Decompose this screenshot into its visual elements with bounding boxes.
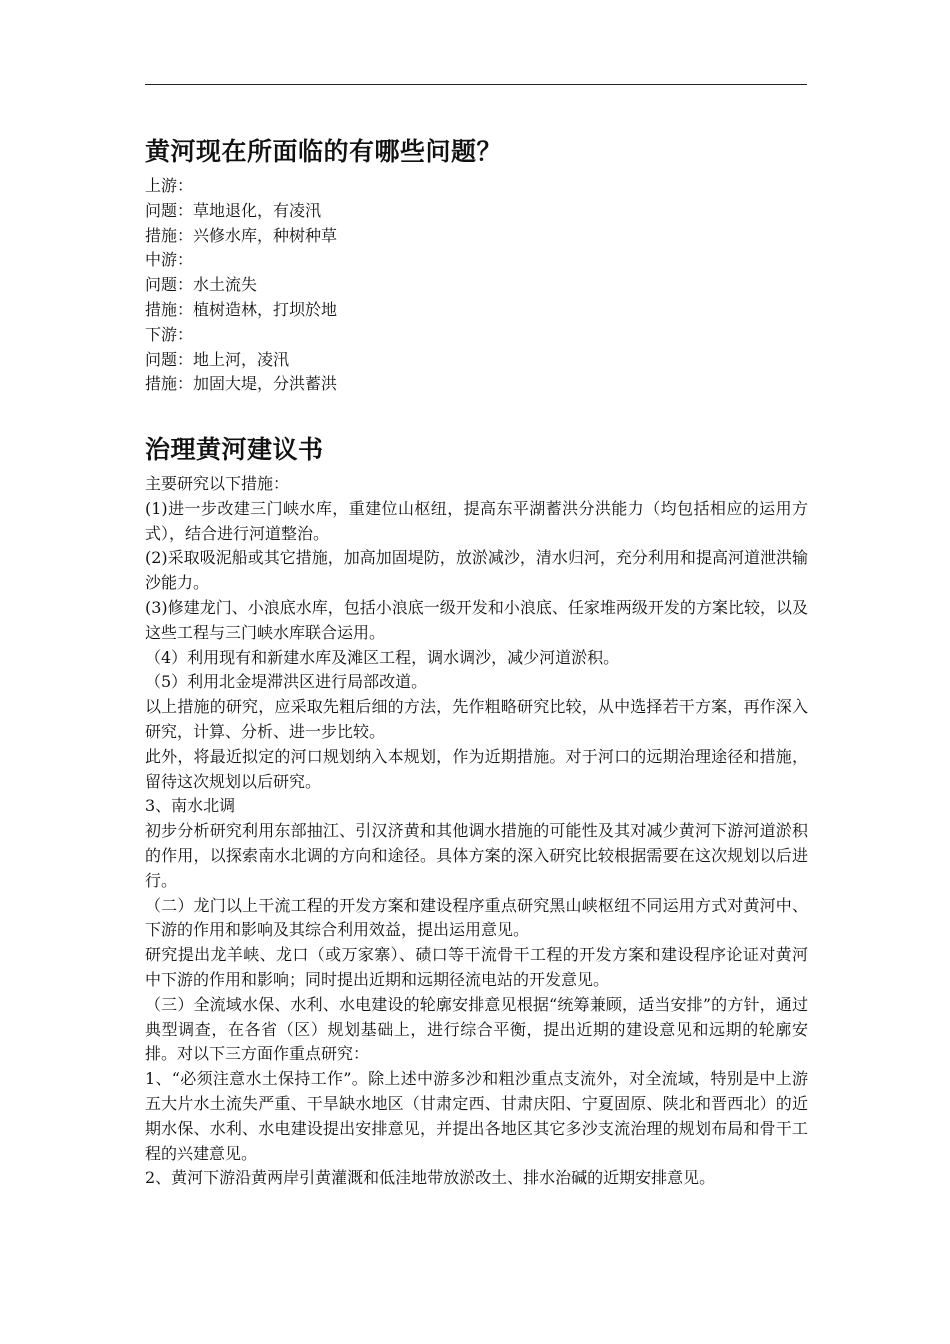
paragraph: 1、“必须注意水土保持工作”。除上述中游多沙和粗沙重点支流外，对全流域，特别是中上游五大片水土流失严重、干旱缺水地区（甘肃定西、甘肃庆阳、宁夏固原、陕北和晋西北）的近期水保、水利、水电建设提出安排意见，并提出各地区其它多沙支流治理的规划布局和骨干工程的兴建意见。 [145,1069,808,1163]
paragraph: (3)修建龙门、小浪底水库，包括小浪底一级开发和小浪底、任家堆两级开发的方案比较，以及这些工程与三门峡水库联合运用。 [145,597,808,642]
text-line: 中游： [145,250,194,270]
paragraph: 此外，将最近拟定的河口规划纳入本规划，作为近期措施。对于河口的远期治理途径和措施，留待这次规划以后研究。 [145,746,808,791]
text-line: 下游： [145,324,194,344]
text-line: 问题：地上河，凌汛 [145,349,290,369]
heading-proposal: 治理黄河建议书 [145,435,324,464]
text-line: 措施：植树造林，打坝於地 [145,299,338,319]
text-line: 问题：水土流失 [145,275,258,295]
heading-problems: 黄河现在所面临的有哪些问题？ [145,137,503,166]
proposal-section [145,472,808,1191]
paragraph: 3、南水北调 [145,796,236,816]
paragraph: 2、黄河下游沿黄两岸引黄灌溉和低洼地带放淤改土、排水治碱的近期安排意见。 [145,1168,716,1188]
paragraph: （三）全流域水保、水利、水电建设的轮廓安排意见根据“统筹兼顾，适当安排”的方针，通过典型调查，在各省（区）规划基础上，进行综合平衡，提出近期的建设意见和远期的轮廓安排。对以下三方面作重点研究： [145,994,808,1064]
paragraph: (2)采取吸泥船或其它措施，加高加固堤防，放淤减沙，清水归河，充分利用和提高河道泄洪输沙能力。 [145,548,808,593]
paragraph: 主要研究以下措施： [145,474,290,493]
paragraph: 初步分析研究利用东部抽江、引汉济黄和其他调水措施的可能性及其对减少黄河下游河道淤积的作用，以探索南水北调的方向和途径。具体方案的深入研究比较根据需要在这次规划以后进行。 [145,821,808,890]
text-line: 上游： [145,176,194,195]
problems-section [145,174,808,397]
text-line: 措施：加固大堤，分洪蓄洪 [145,374,338,394]
text-line: 问题：草地退化，有凌汛 [145,200,322,220]
text-line: 措施：兴修水库，种树种草 [145,225,338,245]
paragraph: （二）龙门以上干流工程的开发方案和建设程序重点研究黑山峡枢纽不同运用方式对黄河中、下游的作用和影响及其综合利用效益，提出运用意见。 [145,895,808,940]
paragraph: （4）利用现有和新建水库及滩区工程，调水调沙，减少河道淤积。 [145,647,620,667]
paragraph: 研究提出龙羊峡、龙口（或万家寨）、碛口等干流骨干工程的开发方案和建设程序论证对黄河中下游的作用和影响；同时提出近期和远期径流电站的开发意见。 [145,945,808,989]
paragraph: 以上措施的研究，应采取先粗后细的方法，先作粗略研究比较，从中选择若干方案，再作深入研究，计算、分析、进一步比较。 [145,697,808,741]
paragraph: （5）利用北金堤滞洪区进行局部改道。 [145,672,428,692]
top-divider [145,84,807,85]
paragraph: (1)进一步改建三门峡水库，重建位山枢纽，提高东平湖蓄洪分洪能力（均包括相应的运用方式），结合进行河道整治。 [145,498,808,543]
